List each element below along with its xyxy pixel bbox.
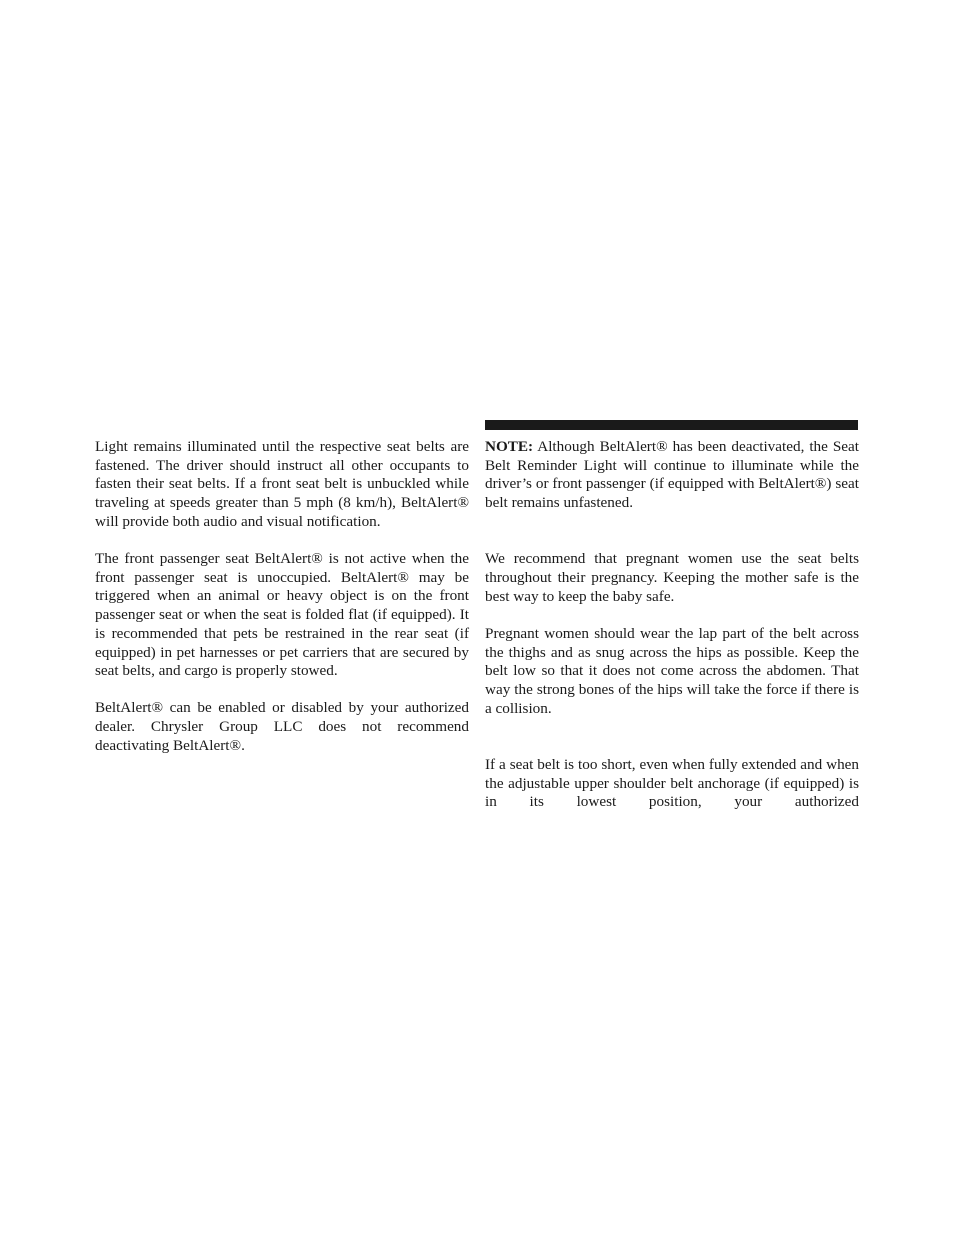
right-column <box>485 438 859 831</box>
note-label: NOTE: <box>485 438 534 455</box>
paragraph-passenger-beltalert: The front passenger seat BeltAlert® is not active when the front passenger seat is unoccupied. BeltAlert® may be triggered when an animal or heavy object is on the front passenger seat or when the seat is folded flat (if equipped). It is recommended that pets be restrained in the rear seat (if equipped) in pet harnesses or pet carriers that are secured by seat belts, and cargo is properly stowed. <box>95 550 469 680</box>
note-text: Although BeltAlert® has been deactivated, the Seat Belt Reminder Light will continue to illuminate while the driver’s or front passenger (if equipped with BeltAlert®) seat belt remains unfastened. <box>485 438 859 512</box>
section-spacer <box>485 531 859 550</box>
note-paragraph <box>485 438 859 513</box>
left-column <box>95 438 469 774</box>
paragraph-enable-disable: BeltAlert® can be enabled or disabled by your authorized dealer. Chrysler Group LLC does not recommend deactivating BeltAlert®. <box>95 699 469 754</box>
paragraph-illumination: Light remains illuminated until the respective seat belts are fastened. The driver should instruct all other occupants to fasten their seat belts. If a front seat belt is unbuckled while traveling at speeds greater than 5 mph (8 km/h), BeltAlert® will provide both audio and visual notification. <box>95 438 469 530</box>
section-header-bar <box>485 420 858 430</box>
section-spacer <box>485 737 859 756</box>
paragraph-pregnant-recommendation: We recommend that pregnant women use the seat belts throughout their pregnancy. Keeping the mother safe is the best way to keep the baby safe. <box>485 550 859 605</box>
paragraph-belt-too-short: If a seat belt is too short, even when fully extended and when the adjustable upper shoulder belt anchorage (if equipped) is in its lowest position, your authorized <box>485 755 859 811</box>
paragraph-lap-belt: Pregnant women should wear the lap part of the belt across the thighs and as snug across the hips as possible. Keep the belt low so that it does not come across the abdomen. That way the strong bones of the hips will take the force if there is a collision. <box>485 624 859 717</box>
